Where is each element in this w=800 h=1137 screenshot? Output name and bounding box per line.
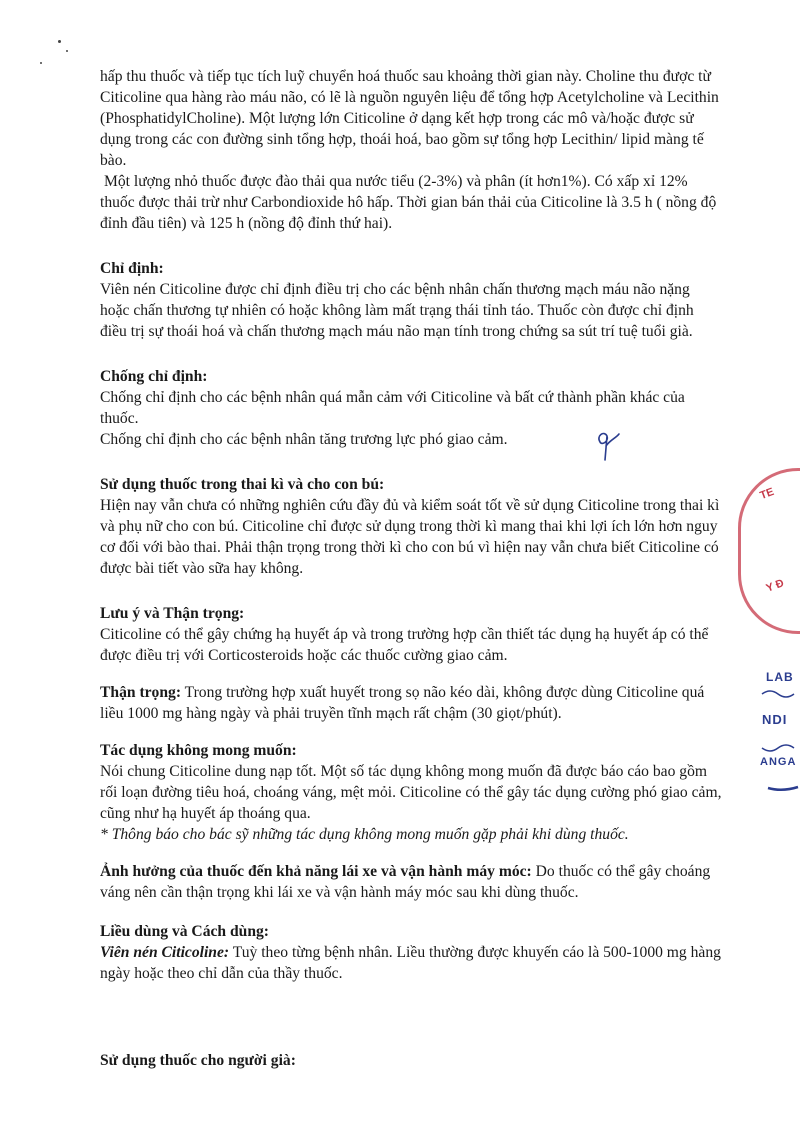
- driving-section: [100, 861, 722, 903]
- blue-stamp-text-lab: LAB: [766, 670, 794, 684]
- pregnancy-heading: Sử dụng thuốc trong thai kì và cho con bú:: [100, 476, 385, 493]
- elderly-section: [100, 1050, 722, 1071]
- intro-paragraph-1: hấp thu thuốc và tiếp tục tích luỹ chuyển hoá thuốc sau khoảng thời gian này. Choline thu được từ Citicoline qua hàng rào máu não, có lẽ là nguồn nguyên liệu để tổng hợp Acetylcholine và Lecithin (PhosphatidylCholine). Một lượng lớn Citicoline ở dạng kết hợp trong các mô và/hoặc được sử dụng trong các con đường sinh tổng hợp, thoái hoá, bao gồm sự tổng hợp Lecithin/ lipid màng tế bào.: [100, 68, 719, 169]
- red-stamp-text-bottom: Y Đ: [764, 577, 786, 595]
- handwritten-initial-signature: [592, 428, 622, 462]
- warnings-section: [100, 603, 722, 666]
- blue-stamp-text-ndi: NDI: [762, 712, 788, 727]
- warnings-heading: Lưu ý và Thận trọng:: [100, 605, 245, 622]
- contraindications-line-1: Chống chỉ định cho các bệnh nhân quá mẫn cảm với Citicoline và bất cứ thành phần khác của thuốc.: [100, 389, 685, 427]
- blue-stamp-wave: [760, 686, 800, 698]
- dosage-section: [100, 921, 722, 984]
- document-body: [100, 66, 722, 1071]
- precaution-text: Trong trường hợp xuất huyết trong sọ não kéo dài, không được dùng Citicoline quá liều 1000 mg hàng ngày và phải truyền tĩnh mạch rất chậm (30 giọt/phút).: [100, 684, 705, 722]
- indications-text: Viên nén Citicoline được chỉ định điều trị cho các bệnh nhân chấn thương mạch máu não nặng hoặc chấn thương tự nhiên có hoặc không làm mất trạng thái tỉnh táo. Thuốc còn được chỉ định điều trị sự thoái hoá và chấn thương mạch máu não mạn tính trong chứng sa sút trí tuệ tuổi già.: [100, 281, 694, 340]
- driving-label: Ảnh hưởng của thuốc đến khả năng lái xe và vận hành máy móc:: [100, 863, 532, 880]
- contraindications-section: [100, 366, 722, 450]
- intro-paragraph-2: Một lượng nhỏ thuốc được đào thải qua nước tiểu (2-3%) và phân (ít hơn1%). Có xấp xỉ 12% thuốc được thải trừ như Carbondioxide hô hấp. Thời gian bán thải của Citicoline là 3.5 h ( nồng độ đỉnh đầu tiên) và 125 h (nồng độ đỉnh thứ hai).: [100, 173, 717, 232]
- blue-stamp-wave: [760, 744, 800, 756]
- scan-speck: [40, 62, 42, 64]
- pregnancy-section: [100, 474, 722, 579]
- red-stamp-text-top: TE: [758, 485, 776, 503]
- precaution-label: Thận trọng:: [100, 684, 182, 701]
- contraindications-heading: Chống chỉ định:: [100, 368, 208, 385]
- pregnancy-text: Hiện nay vẫn chưa có những nghiên cứu đầy đủ và kiểm soát tốt về sử dụng Citicoline trong thai kì và phụ nữ cho con bú. Citicoline chỉ được sử dụng trong thời kì mang thai khi lợi ích lớn hơn nguy cơ đối với bào thai. Phải thận trọng trong thời kì cho con bú vì hiện nay vẫn chưa biết Citicoline có được bài tiết vào sữa hay không.: [100, 497, 720, 577]
- side-effects-section: [100, 740, 722, 845]
- side-effects-heading: Tác dụng không mong muốn:: [100, 742, 297, 759]
- precaution-section: [100, 682, 722, 724]
- blue-stamp-text-anga: ANGA: [760, 756, 797, 768]
- indications-section: [100, 258, 722, 342]
- scan-speck: [58, 40, 61, 43]
- contraindications-line-2: Chống chỉ định cho các bệnh nhân tăng trương lực phó giao cảm.: [100, 431, 508, 448]
- dosage-product: Viên nén Citicoline:: [100, 944, 230, 961]
- driving-text: Do thuốc có thể gây choáng váng nên cần thận trọng khi lái xe và vận hành máy móc sau khi dùng thuốc.: [100, 863, 711, 901]
- precaution-paragraph: [100, 682, 722, 724]
- dosage-paragraph: [100, 942, 722, 984]
- side-effects-text: Nói chung Citicoline dung nạp tốt. Một số tác dụng không mong muốn đã được báo cáo bao gồm rối loạn đường tiêu hoá, choáng váng, mệt mỏi. Citicoline có thể gây tác dụng cường phó giao cảm, cũng như hạ huyết áp thoáng qua.: [100, 763, 722, 822]
- scan-speck: [66, 50, 68, 52]
- blue-stamp-underline: [766, 784, 800, 792]
- dosage-text: Tuỳ theo từng bệnh nhân. Liều thường được khuyến cáo là 500-1000 mg hàng ngày hoặc theo chỉ dẫn của thầy thuốc.: [100, 944, 721, 982]
- warnings-text: Citicoline có thể gây chứng hạ huyết áp và trong trường hợp cần thiết tác dụng hạ huyết áp có thể được điều trị với Corticosteroids hoặc các thuốc cường giao cảm.: [100, 626, 709, 664]
- elderly-heading: Sử dụng thuốc cho người già:: [100, 1052, 296, 1069]
- driving-paragraph: [100, 861, 722, 903]
- side-effects-note: * Thông báo cho bác sỹ những tác dụng không mong muốn gặp phải khi dùng thuốc.: [100, 826, 629, 843]
- dosage-heading: Liều dùng và Cách dùng:: [100, 923, 269, 940]
- indications-heading: Chỉ định:: [100, 260, 164, 277]
